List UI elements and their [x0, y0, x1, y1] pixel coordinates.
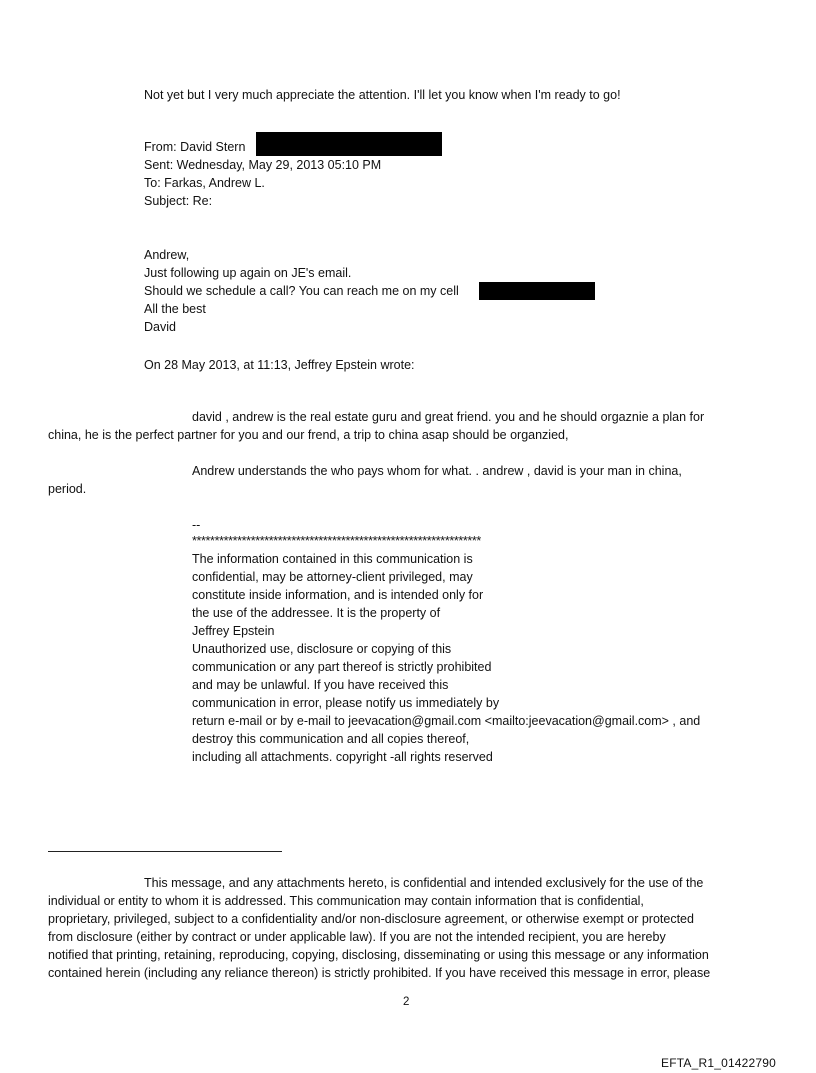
- message-greeting: Andrew,: [144, 248, 190, 262]
- quote-intro: On 28 May 2013, at 11:13, Jeffrey Epstein wrote:: [144, 358, 415, 372]
- message-line: Should we schedule a call? You can reach me on my cell: [144, 284, 459, 298]
- footer-notice-line: notified that printing, retaining, reproducing, copying, disclosing, disseminating or using this message or any information: [48, 948, 709, 962]
- disclaimer-line: the use of the addressee. It is the property of: [192, 606, 441, 620]
- disclaimer-line: confidential, may be attorney-client privileged, may: [192, 570, 473, 584]
- disclaimer-line: return e-mail or by e-mail to jeevacation@gmail.com <mailto:jeevacation@gmail.com> , and: [192, 714, 701, 728]
- header-to: To: Farkas, Andrew L.: [144, 176, 265, 190]
- quoted-line: china, he is the perfect partner for you and our frend, a trip to china asap should be organzied,: [48, 428, 569, 442]
- disclaimer-line: communication in error, please notify us immediately by: [192, 696, 500, 710]
- header-sent: Sent: Wednesday, May 29, 2013 05:10 PM: [144, 158, 382, 172]
- footer-notice-line: individual or entity to whom it is addressed. This communication may contain information that is confidential,: [48, 894, 644, 908]
- quoted-line: Andrew understands the who pays whom for what. . andrew , david is your man in china,: [192, 464, 682, 478]
- disclaimer-line: destroy this communication and all copies thereof,: [192, 732, 470, 746]
- header-from: From: David Stern: [144, 140, 246, 154]
- disclaimer-line: including all attachments. copyright -all rights reserved: [192, 750, 493, 764]
- message-closing: All the best: [144, 302, 206, 316]
- header-subject: Subject: Re:: [144, 194, 213, 208]
- redaction-box: [479, 282, 595, 300]
- message-signature: David: [144, 320, 176, 334]
- quoted-line: period.: [48, 482, 87, 496]
- footer-notice-line: proprietary, privileged, subject to a confidentiality and/or non-disclosure agreement, or otherwise exempt or protected: [48, 912, 694, 926]
- disclaimer-line: communication or any part thereof is strictly prohibited: [192, 660, 492, 674]
- redaction-box: [256, 132, 442, 156]
- disclaimer-stars: ****************************************************************: [192, 534, 481, 548]
- disclaimer-line: and may be unlawful. If you have received this: [192, 678, 449, 692]
- footer-notice-line: contained herein (including any reliance thereon) is strictly prohibited. If you have received this message in error, please: [48, 966, 711, 980]
- reply-text: Not yet but I very much appreciate the attention. I'll let you know when I'm ready to go!: [144, 88, 621, 102]
- footer-notice-line: from disclosure (either by contract or under applicable law). If you are not the intended recipient, you are hereby: [48, 930, 666, 944]
- footnote-divider: [48, 851, 282, 852]
- message-line: Just following up again on JE's email.: [144, 266, 352, 280]
- disclaimer-dashes: --: [192, 518, 201, 532]
- page-number: 2: [403, 996, 410, 1008]
- footer-notice-line: This message, and any attachments hereto, is confidential and intended exclusively for the use of the: [144, 876, 704, 890]
- quoted-line: david , andrew is the real estate guru and great friend. you and he should orgaznie a plan for: [192, 410, 705, 424]
- document-id: EFTA_R1_01422790: [661, 1056, 777, 1070]
- disclaimer-line: constitute inside information, and is intended only for: [192, 588, 484, 602]
- disclaimer-line: The information contained in this communication is: [192, 552, 473, 566]
- disclaimer-line: Unauthorized use, disclosure or copying of this: [192, 642, 452, 656]
- disclaimer-line: Jeffrey Epstein: [192, 624, 275, 638]
